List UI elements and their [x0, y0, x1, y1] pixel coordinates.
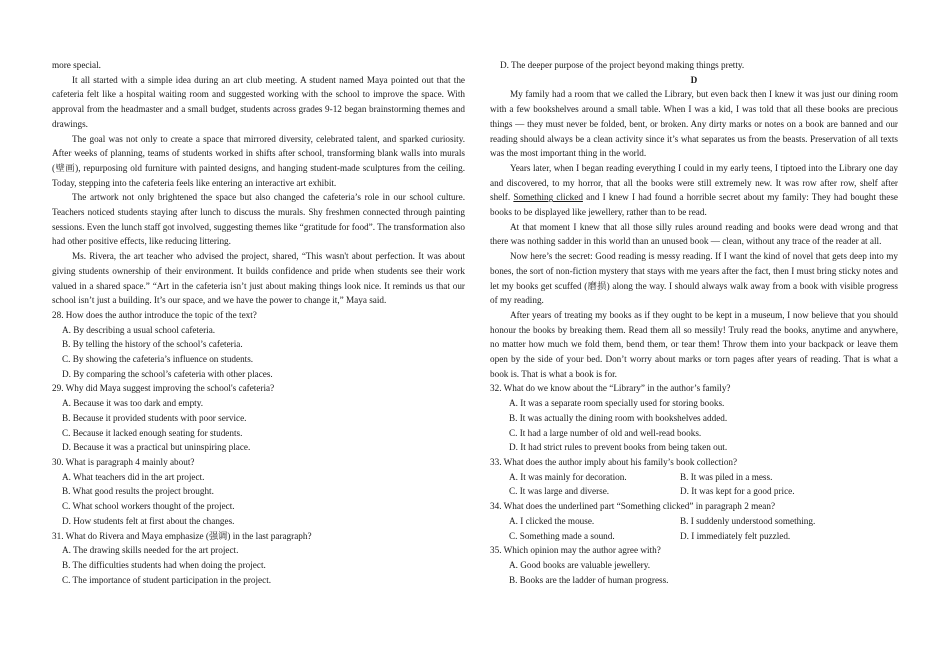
- answer-option: B. Because it provided students with poor service.: [62, 412, 247, 423]
- option-row: [490, 470, 898, 485]
- answer-option: D. By comparing the school’s cafeteria with other places.: [62, 368, 273, 379]
- question-stem: 34. What does the underlined part “Something clicked” in paragraph 2 mean?: [490, 501, 776, 512]
- answer-option: A. Good books are valuable jewellery.: [509, 559, 650, 570]
- question-stem: 30. What is paragraph 4 mainly about?: [52, 456, 195, 467]
- passage-paragraph: Now here’s the secret: Good reading is messy reading. If I want the kind of novel that gets deep into my bones, the sort of non-fiction mystery that stays with me years after the fact, then I must bring sticky notes and let my books get scuffed (磨损) along the way. I should always walk away from a book with visible progress of my reading.: [490, 251, 898, 306]
- question-stem: 28. How does the author introduce the topic of the text?: [52, 309, 257, 320]
- question-35: [490, 543, 898, 587]
- passage-paragraph: It all started with a simple idea during an art club meeting. A student named Maya pointed out that the cafeteria felt like a hospital waiting room and suggested working with the school to improve the space. With approval from the headmaster and a small budget, students across grades 9-12 began brainstorming themes and drawings.: [52, 74, 465, 129]
- option-row: [490, 514, 898, 529]
- answer-option: C. The importance of student participation in the project.: [62, 574, 272, 585]
- passage-continuation: more special.: [52, 60, 101, 70]
- answer-option: B. Books are the ladder of human progress.: [509, 574, 669, 585]
- question-29: [52, 381, 465, 455]
- option-row: [490, 484, 898, 499]
- answer-option: C. Something made a sound.: [509, 530, 615, 541]
- passage-paragraph: Ms. Rivera, the art teacher who advised the project, shared, “This wasn't about perfection. It was about giving students ownership of their environment. It builds confidence and pride when students see their work valued in a shared space.” “Art in the cafeteria isn’t just about making things look nice. It reminds us that our school isn’t just a building. It’s our space, and we have the power to change it,” Maya said.: [52, 251, 465, 306]
- answer-option: C. What school workers thought of the project.: [62, 501, 235, 512]
- passage-paragraph: At that moment I knew that all those silly rules around reading and books were dead wrong and that there was nothing sadder in this world than an unused book — clean, without any trace of the reader at all.: [490, 221, 898, 247]
- question-31: [52, 529, 465, 588]
- question-28: [52, 308, 465, 382]
- answer-option: C. By showing the cafeteria’s influence on students.: [62, 354, 254, 365]
- answer-option: C. Because it lacked enough seating for students.: [62, 427, 243, 438]
- answer-option: C. It had a large number of old and well-read books.: [509, 427, 702, 438]
- passage-paragraph: The goal was not only to create a space that mirrored diversity, celebrated talent, and sparked curiosity. After weeks of planning, teams of students worked in shifts after school, transforming blank walls into murals (壁画), repurposing old furniture with painted designs, and hanging student-made sculptures from the ceiling. Today, stepping into the cafeteria feels like entering an interactive art exhibit.: [52, 133, 465, 188]
- paragraph-text: and I knew I had found a horrible secret about my family: They had bought these books to be displayed like jewellery, rather than to be read.: [490, 192, 898, 218]
- answer-option: D. It was kept for a good price.: [680, 486, 795, 497]
- question-stem: 31. What do Rivera and Maya emphasize (强调) in the last paragraph?: [52, 530, 312, 541]
- answer-option: D. I immediately felt puzzled.: [680, 530, 791, 541]
- question-stem: 29. Why did Maya suggest improving the school's cafeteria?: [52, 383, 275, 394]
- answer-option: D. Because it was a practical but uninspiring place.: [62, 442, 251, 453]
- question-32: [490, 381, 898, 455]
- answer-option: B. It was actually the dining room with bookshelves added.: [509, 412, 728, 423]
- answer-option: B. By telling the history of the school’s cafeteria.: [62, 339, 243, 350]
- answer-option: D. The deeper purpose of the project beyond making things pretty.: [500, 60, 745, 70]
- answer-option: A. It was mainly for decoration.: [509, 471, 627, 482]
- question-34: [490, 499, 898, 543]
- answer-option: C. It was large and diverse.: [509, 486, 610, 497]
- answer-option: B. I suddenly understood something.: [680, 515, 816, 526]
- question-stem: 32. What do we know about the “Library” in the author’s family?: [490, 383, 731, 394]
- section-heading: D: [690, 74, 698, 85]
- answer-option: A. I clicked the mouse.: [509, 515, 595, 526]
- answer-option: D. It had strict rules to prevent books from being taken out.: [509, 442, 728, 453]
- passage-paragraph: After years of treating my books as if they ought to be kept in a museum, I now believe that you should honour the books by breaking them. Read them all so messily! Truly read the books, anytime and anywhere, no matter how much we fold them, bend them, or tear them! Throw them into your backpack or leave them open by the side of your bed. Don’t worry about marks or torn pages after years of reading. That is what a book is. That is what a book is for.: [490, 309, 898, 379]
- passage-paragraph: My family had a room that we called the Library, but even back then I knew it was just our dining room with a few bookshelves around a small table. When I was a kid, I was told that all these books are precious things — they must never be folded, bent, or broken. Any dirty marks or notes on a book are banned and our reading should always be a clean activity since it’s what separates us from the beasts. Preservation of all texts was the most important thing in the world.: [490, 89, 898, 159]
- right-column: [490, 58, 898, 587]
- answer-option: A. Because it was too dark and empty.: [62, 398, 204, 409]
- paragraph-text: Years later, when I began reading everything I could in my early teens, I tiptoed into the Library one day and discovered, to my horror, that all the books were still extremely new. It was row after row, shelf after shelf.: [490, 162, 898, 203]
- answer-option: D. How students felt at first about the changes.: [62, 515, 235, 526]
- answer-option: B. The difficulties students had when doing the project.: [62, 559, 266, 570]
- answer-option: A. It was a separate room specially used for storing books.: [509, 398, 725, 409]
- passage-paragraph: The artwork not only brightened the space but also changed the cafeteria’s role in our school culture. Teachers noticed students staying after lunch to discuss the murals. Shy freshmen connected through painting sessions. Even the lunch staff got involved, suggesting themes like “gratitude for food”. The transformation also had other positive effects, like reducing littering.: [52, 192, 465, 247]
- question-stem: 33. What does the author imply about his family’s book collection?: [490, 456, 738, 467]
- question-33: [490, 455, 898, 499]
- answer-option: B. What good results the project brought.: [62, 486, 214, 497]
- option-row: [490, 529, 898, 544]
- underlined-phrase: Something clicked: [513, 192, 583, 203]
- answer-option: A. The drawing skills needed for the art project.: [62, 545, 239, 556]
- answer-option: A. What teachers did in the art project.: [62, 471, 205, 482]
- answer-option: A. By describing a usual school cafeteria.: [62, 324, 216, 335]
- question-30: [52, 455, 465, 529]
- passage-paragraph-2: [490, 161, 898, 220]
- left-column: [52, 58, 465, 587]
- question-stem: 35. Which opinion may the author agree with?: [490, 545, 661, 556]
- answer-option: B. It was piled in a mess.: [680, 471, 773, 482]
